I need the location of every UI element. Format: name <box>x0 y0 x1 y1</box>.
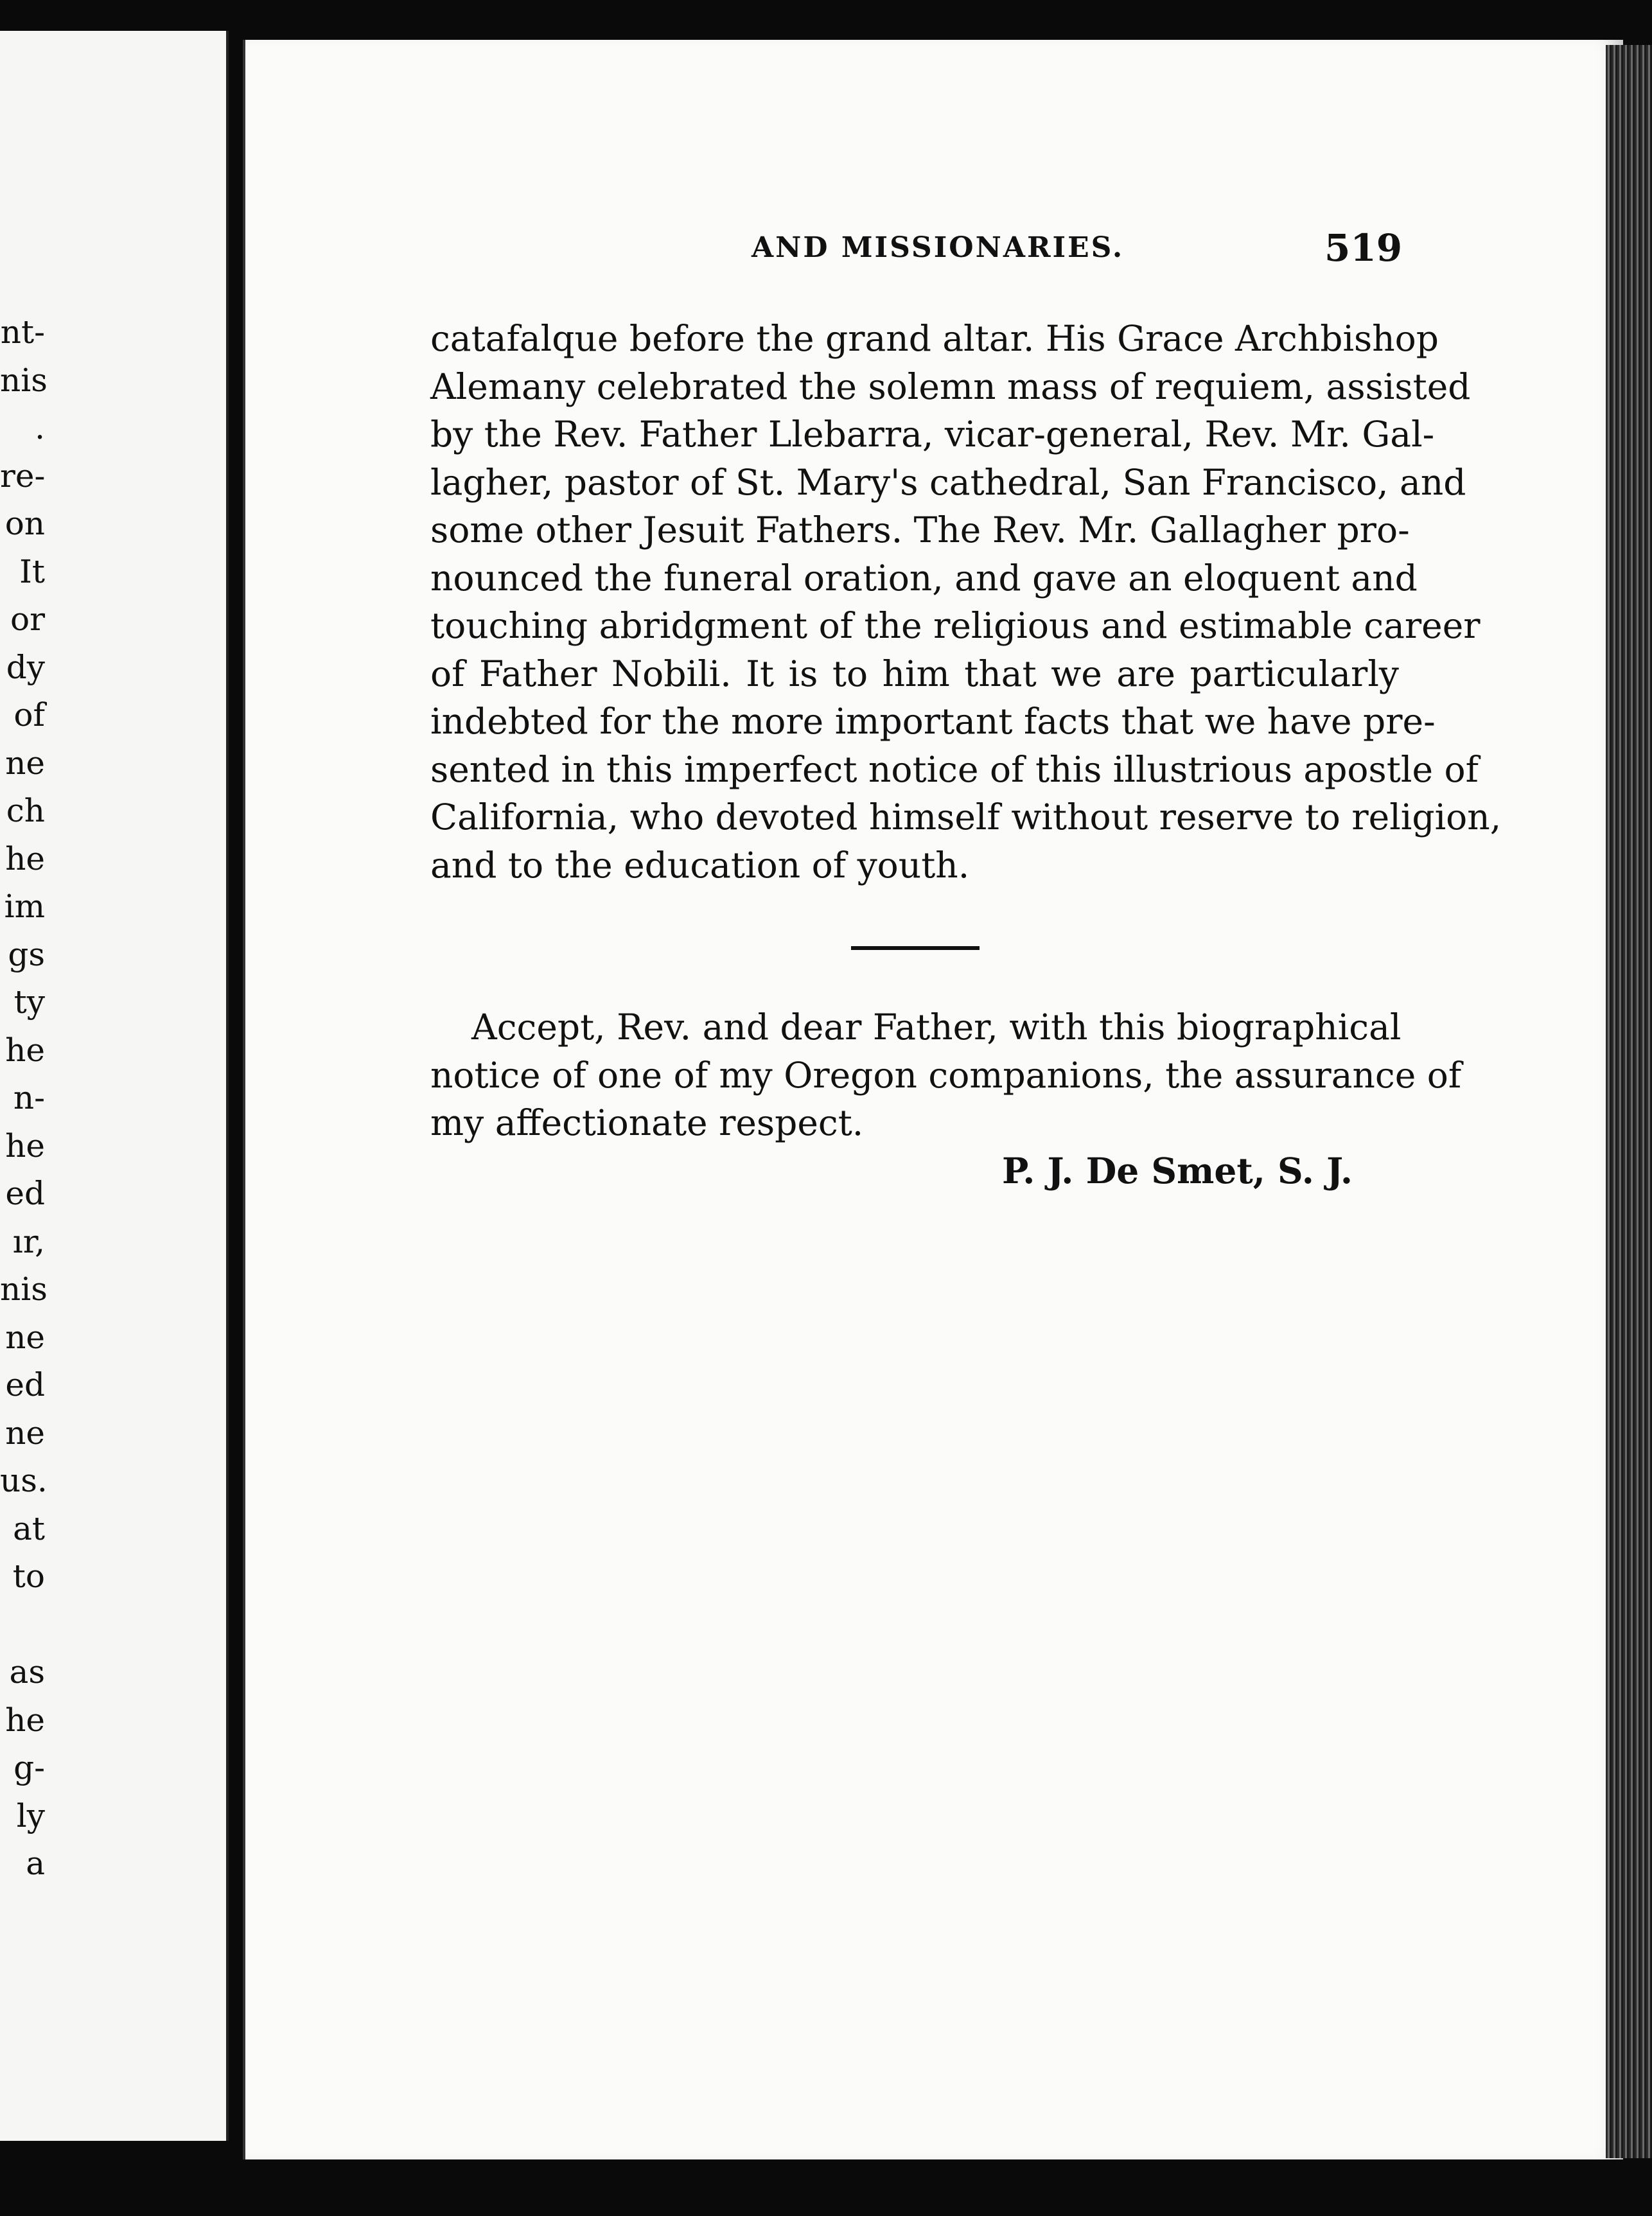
section-divider <box>851 946 980 950</box>
left-fragment: It <box>19 552 45 590</box>
left-fragment: he <box>5 1127 45 1165</box>
body-line: nounced the funeral oration, and gave an eloquent and <box>430 557 1418 599</box>
signature: P. J. De Smet, S. J. <box>1002 1150 1353 1192</box>
body-line: by the Rev. Father Llebarra, vicar-general, Rev. Mr. Gal- <box>430 414 1435 455</box>
left-fragment: g- <box>13 1749 45 1786</box>
left-fragment: . <box>35 409 45 446</box>
closing-line: Accept, Rev. and dear Father, with this biographical <box>471 1007 1402 1048</box>
left-fragment: at <box>13 1509 45 1547</box>
left-fragment: nis <box>0 361 48 399</box>
left-fragment: he <box>5 840 45 877</box>
left-fragment: re- <box>0 457 46 495</box>
left-fragment: a <box>26 1845 45 1882</box>
running-head: AND MISSIONARIES. <box>751 231 1125 264</box>
left-fragment: ır, <box>12 1222 45 1260</box>
body-line: indebted for the more important facts that we have pre- <box>430 701 1436 742</box>
closing-paragraph <box>430 1003 1462 1147</box>
left-fragment: nis <box>0 1271 48 1308</box>
left-fragment: he <box>5 1031 45 1069</box>
body-line: touching abridgment of the religious and estimable career <box>430 605 1481 646</box>
body-paragraph <box>430 315 1502 889</box>
left-page <box>0 31 229 2141</box>
left-fragment: as <box>9 1653 45 1691</box>
left-fragment <box>0 1601 45 1649</box>
left-fragment: im <box>4 888 45 925</box>
body-line: lagher, pastor of St. Mary's cathedral, San Francisco, and <box>430 461 1466 503</box>
left-fragment: ed <box>5 1175 45 1212</box>
body-line: catafalque before the grand altar. His Grace Archbishop <box>430 318 1439 359</box>
left-fragment: ne <box>5 1318 45 1356</box>
body-line: California, who devoted himself without reserve to religion, <box>430 796 1502 838</box>
page-number: 519 <box>1324 226 1403 270</box>
left-fragment: n- <box>13 1079 45 1116</box>
page-edge <box>1606 45 1652 2158</box>
left-fragment: nt- <box>0 313 45 351</box>
body-line: some other Jesuit Fathers. The Rev. Mr. Gallagher pro- <box>430 509 1410 550</box>
left-fragment: ly <box>16 1797 45 1834</box>
body-line: and to the education of youth. <box>430 844 970 886</box>
left-fragment: ne <box>5 744 45 782</box>
left-fragment: to <box>12 1558 45 1595</box>
left-fragment: ch <box>6 792 45 829</box>
left-fragment: ty <box>13 983 45 1021</box>
left-fragment: dy <box>6 648 45 686</box>
left-fragment: ne <box>5 1414 45 1452</box>
left-fragment: he <box>5 1701 45 1739</box>
body-line: sented in this imperfect notice of this illustrious apostle of <box>430 748 1479 790</box>
body-line: Alemany celebrated the solemn mass of requiem, assisted <box>430 365 1471 407</box>
left-fragment: on <box>4 505 45 542</box>
body-line: of Father Nobili. It is to him that we are particularly <box>430 653 1399 694</box>
left-fragment: ed <box>5 1366 45 1403</box>
left-fragment: or <box>10 601 45 638</box>
closing-line: notice of one of my Oregon companions, the assurance of <box>430 1054 1462 1096</box>
left-fragment: gs <box>8 935 45 973</box>
left-fragment: us. <box>0 1462 48 1499</box>
closing-line: my affectionate respect. <box>430 1102 864 1143</box>
left-fragment: of <box>13 696 45 734</box>
left-page-text-fragments <box>0 308 48 1888</box>
